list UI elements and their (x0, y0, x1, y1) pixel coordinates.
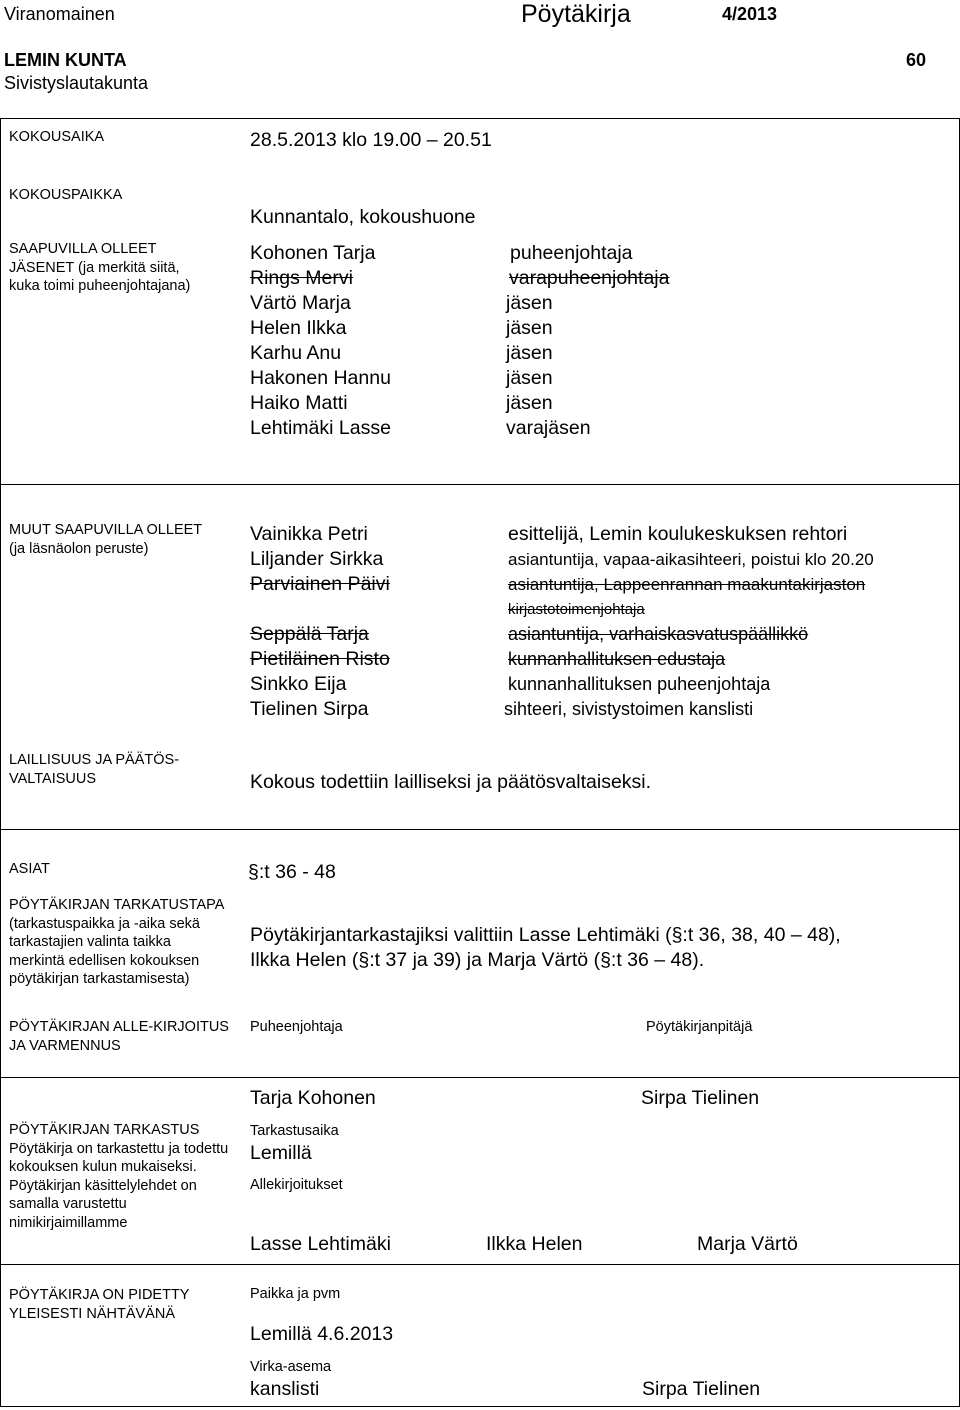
member-name: Kohonen Tarja (250, 242, 376, 264)
office-label: Virka-asema (250, 1359, 332, 1375)
attendee-role: asiantuntija, vapaa-aikasihteeri, poistui klo 20.20 (508, 550, 874, 569)
attendee-role: asiantuntija, varhaiskasvatuspäällikkö (508, 624, 809, 644)
check-method-line2: Ilkka Helen (§:t 37 ja 39) ja Marja Värtö (§:t 36 – 48). (250, 949, 705, 971)
municipality-name: LEMIN KUNTA (4, 50, 127, 70)
section-divider (0, 1264, 960, 1265)
inspection-signatures-label: Allekirjoitukset (250, 1177, 343, 1193)
attendee-name: Seppälä Tarja (250, 623, 369, 645)
table-top-border (0, 118, 960, 119)
inspection-time-value: Lemillä (250, 1142, 312, 1164)
table-left-border (0, 118, 1, 1407)
check-method-line1: Pöytäkirjantarkastajiksi valittiin Lasse Lehtimäki (§:t 36, 38, 40 – 48), (250, 924, 841, 946)
place-date-label: Paikka ja pvm (250, 1286, 341, 1302)
attendee-name: Pietiläinen Risto (250, 648, 390, 670)
member-name: Karhu Anu (250, 342, 342, 364)
legality-value: Kokous todettiin lailliseksi ja päätösvaltaiseksi. (250, 771, 652, 793)
attendee-role: kunnanhallituksen puheenjohtaja (508, 674, 771, 694)
member-role: varajäsen (506, 417, 591, 439)
attendee-role: esittelijä, Lemin koulukeskuksen rehtori (508, 523, 848, 545)
attendee-name: Sinkko Eija (250, 673, 347, 695)
attendee-name: Vainikka Petri (250, 523, 368, 545)
inspection-label: PÖYTÄKIRJAN TARKASTUS Pöytäkirja on tarkastettu ja todettu kokouksen kulun mukaiseksi. Pöytäkirjan käsittelylehdet on samalla varustettu nimikirjaimillamme (9, 1122, 229, 1231)
legality-label: LAILLISUUS JA PÄÄTÖS-VALTAISUUS (9, 752, 180, 787)
signature-label: PÖYTÄKIRJAN ALLE-KIRJOITUS JA VARMENNUS (9, 1019, 229, 1054)
place-date-value: Lemillä 4.6.2013 (250, 1323, 394, 1345)
table-bottom-border (0, 1406, 960, 1407)
page-number: 60 (906, 50, 927, 70)
others-present-roles (504, 522, 874, 722)
present-members-label: SAAPUVILLA OLLEET JÄSENET (ja merkitä siitä, kuka toimi puheenjohtajana) (9, 241, 191, 294)
document-title: Pöytäkirja (521, 0, 631, 28)
section-sign-icon: § (248, 861, 259, 883)
section-divider (0, 484, 960, 485)
attendee-name: Tielinen Sirpa (250, 698, 369, 720)
board-name: Sivistyslautakunta (4, 73, 149, 93)
member-name: Haiko Matti (250, 392, 348, 414)
member-name: Rings Mervi (250, 267, 353, 289)
inspection-signer: Ilkka Helen (486, 1233, 583, 1255)
attendee-role: kunnanhallituksen edustaja (508, 649, 726, 669)
document-number: 4/2013 (722, 4, 778, 24)
member-role: jäsen (506, 392, 553, 414)
office-value: kanslisti (250, 1378, 320, 1400)
member-name: Lehtimäki Lasse (250, 417, 391, 439)
meeting-place-label: KOKOUSPAIKKA (9, 187, 123, 203)
chair-label: Puheenjohtaja (250, 1019, 343, 1035)
secretary-name: Sirpa Tielinen (641, 1087, 760, 1109)
section-divider (0, 1077, 960, 1078)
present-members-names (250, 241, 391, 441)
others-present-names (250, 522, 390, 722)
member-name: Värtö Marja (250, 292, 351, 314)
others-present-label: MUUT SAAPUVILLA OLLEET (ja läsnäolon peruste) (9, 522, 202, 557)
inspection-signer: Lasse Lehtimäki (250, 1233, 391, 1255)
member-name: Helen Ilkka (250, 317, 347, 339)
meeting-place-value: Kunnantalo, kokoushuone (250, 206, 476, 228)
public-display-label: PÖYTÄKIRJA ON PIDETTY YLEISESTI NÄHTÄVÄNÄ (9, 1287, 190, 1322)
member-role: jäsen (506, 367, 553, 389)
header-authority: Viranomainen (4, 4, 115, 24)
attendee-role: kirjastotoimenjohtaja (508, 601, 645, 618)
attendee-name: Liljander Sirkka (250, 548, 384, 570)
attendee-role: sihteeri, sivistystoimen kanslisti (504, 699, 754, 719)
matters-value: §:t 36 - 48 (248, 861, 336, 883)
meeting-time-value: 28.5.2013 klo 19.00 – 20.51 (250, 129, 492, 151)
member-role: jäsen (506, 317, 553, 339)
member-role: puheenjohtaja (510, 242, 633, 264)
present-members-roles (506, 241, 669, 441)
chair-name: Tarja Kohonen (250, 1087, 376, 1109)
member-role: jäsen (506, 292, 553, 314)
check-method-label: PÖYTÄKIRJAN TARKATUSTAPA (tarkastuspaikka ja -aika sekä tarkastajien valinta taikka merkintä edellisen kokouksen pöytäkirjan tarkastamisesta) (9, 897, 224, 987)
section-divider (0, 829, 960, 830)
attendee-role: asiantuntija, Lappeenrannan maakuntakirjaston (508, 575, 866, 594)
matters-label: ASIAT (9, 861, 50, 877)
attendee-name (250, 597, 390, 622)
public-display-signer: Sirpa Tielinen (642, 1378, 761, 1400)
inspection-time-label: Tarkastusaika (250, 1123, 339, 1139)
member-name: Hakonen Hannu (250, 367, 391, 389)
member-role: varapuheenjohtaja (509, 267, 670, 289)
meeting-time-label: KOKOUSAIKA (9, 129, 105, 145)
attendee-name: Parviainen Päivi (250, 573, 390, 595)
inspection-signer: Marja Värtö (697, 1233, 798, 1255)
member-role: jäsen (506, 342, 553, 364)
secretary-label: Pöytäkirjanpitäjä (646, 1019, 753, 1035)
